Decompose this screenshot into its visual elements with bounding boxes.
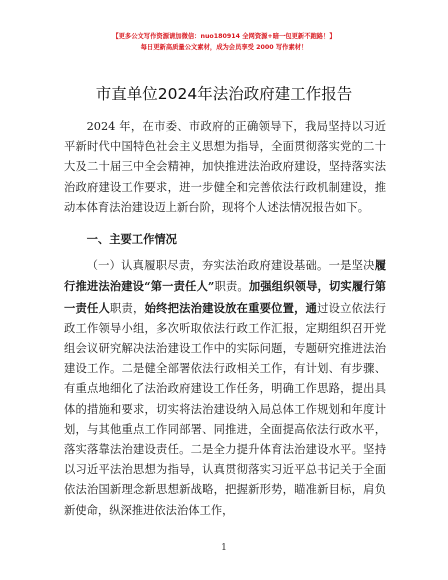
subsection-prefix: （一）认真履职尽责，夯实法治政府建设基础。一是坚决	[86, 259, 375, 273]
subsection-paragraph	[64, 255, 386, 521]
promo-banner-line-2: 每日更新高质量公文素材，成为会员享受 2000 写作素材！	[140, 44, 308, 51]
paragraph-rest: 过设立依法行政工作领导小组，多次听取依法行政工作汇报，定期组织召开党组会议研究解决法治建设工作中的实际问题，专题研究推进法治建设工作。二是健全部署依法行政相关工作，有计划、有步骤、有重点地细化了法治政府建设工作任务，明确工作思路，提出具体的措施和要求，切实将法治建设纳入局总体工作规划和年度计划，与其他重点工作同部署、同推进，全面提高依法行政水平，落实落靠法治建设责任。二是全力提升体育法治建设水平。坚持以习近平法治思想为指导，认真贯彻落实习近平总书记关于全面依法治国新理念新思想新战略，把握新形势，瞄准新目标，肩负新使命，纵深推进依法治体工作，	[64, 301, 386, 517]
plain-text-2: 职责，	[110, 301, 145, 315]
plain-text-1: 职责。	[214, 280, 249, 294]
emphasis-text-1: 履行推进法治建设“第一责任人”	[64, 258, 386, 294]
intro-paragraph: 2024 年，在市委、市政府的正确领导下，我局坚持以习近平新时代中国特色社会主义思想为指导，全面贯彻落实党的二十大及二十届三中全会精神，加快推进法治政府建设，坚持落实法治政府建设工作要求，进一步健全和完善依法行政机制建设，推动本体育法治建设迈上新台阶，现将个人述法情况报告如下。	[64, 120, 386, 214]
section-heading: 一、主要工作情况	[86, 233, 177, 247]
promo-banner-line-1: 【更多公文写作资源请加微信：nuo180914 全网资源+暗一包更新不跑路！】	[112, 33, 336, 40]
document-body	[64, 117, 386, 521]
page-number: 1	[221, 543, 227, 553]
emphasis-text-2: 加强组织领导，切实履行第一责任人	[64, 279, 386, 315]
document-title: 市直单位2024年法治政府建工作报告	[95, 85, 353, 103]
emphasis-text-3: 始终把法治建设放在重要位置，通	[144, 300, 318, 315]
